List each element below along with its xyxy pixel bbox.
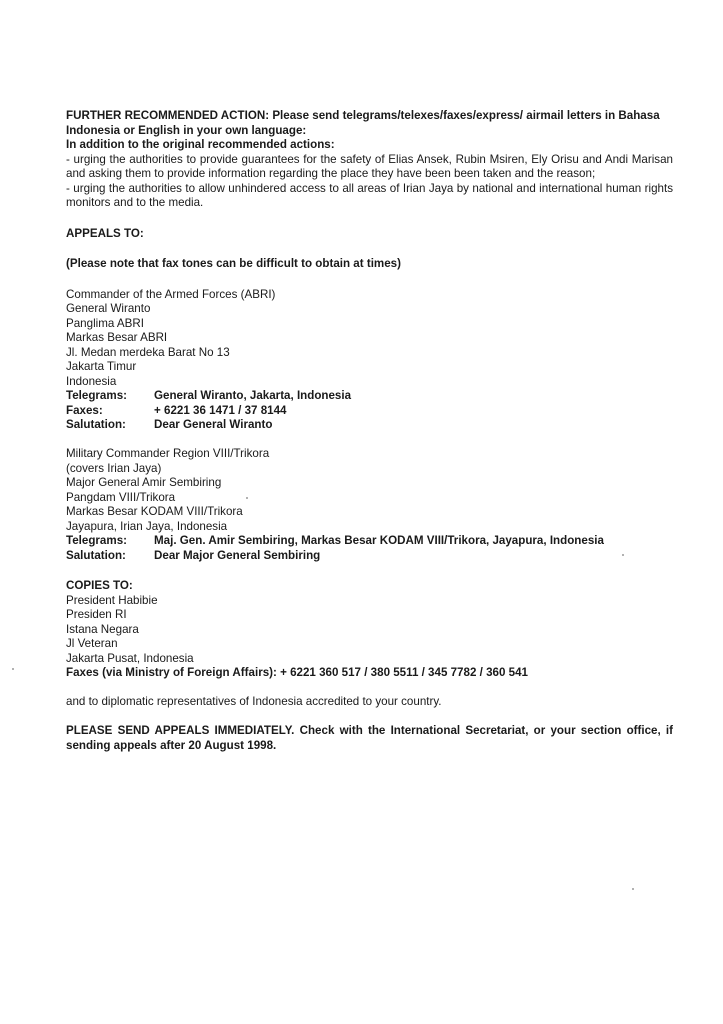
address-line: (covers Irian Jaya): [66, 461, 162, 475]
salutation-label: Salutation:: [66, 418, 126, 431]
diplomatic-note: and to diplomatic representatives of Indonesia accredited to your country.: [66, 695, 442, 708]
address-line: Panglima ABRI: [66, 316, 144, 330]
scan-speck: [12, 668, 14, 670]
address-line: Jl Veteran: [66, 637, 118, 650]
address-line: Markas Besar ABRI: [66, 331, 168, 344]
address-line: Military Commander Region VIII/Trikora: [66, 447, 270, 460]
telegrams-row: [66, 389, 673, 404]
further-action-subheading: In addition to the original recommended actions:: [66, 138, 335, 151]
faxes-row: [66, 404, 673, 419]
address-line: Major General Amir Sembiring: [66, 476, 222, 489]
address-line: Istana Negara: [66, 622, 139, 636]
address-line: President Habibie: [66, 593, 158, 607]
appeals-heading: APPEALS TO:: [66, 226, 144, 240]
address-line: Jakarta Pusat, Indonesia: [66, 651, 194, 665]
closing-lead: PLEASE SEND APPEALS IMMEDIATELY.: [66, 724, 295, 737]
fax-tone-note: (Please note that fax tones can be difficult to obtain at times): [66, 257, 401, 270]
closing-rest: Check with the International Secretariat, or your section office, if sending appeals after 20 August 1998.: [66, 724, 674, 752]
address-line: Pangdam VIII/Trikora: [66, 490, 176, 504]
copies-block: [66, 579, 673, 681]
faxes-label: Faxes:: [66, 403, 103, 417]
telegrams-label: Telegrams:: [66, 534, 127, 547]
address-line: General Wiranto: [66, 302, 151, 315]
address-line: Markas Besar KODAM VIII/Trikora: [66, 505, 243, 518]
closing-paragraph: [66, 724, 673, 753]
salutation-value: Dear Major General Sembiring: [154, 548, 321, 562]
salutation-row: [66, 418, 673, 433]
address-line: Jakarta Timur: [66, 360, 137, 373]
copies-faxes-line: Faxes (via Ministry of Foreign Affairs): + 6221 360 517 / 380 5511 / 345 7782 / 360 541: [66, 666, 528, 679]
address-line: Commander of the Armed Forces (ABRI): [66, 287, 276, 301]
further-action-heading-line1: FURTHER RECOMMENDED ACTION: Please send telegrams/telexes/faxes/express/ airmail letters in Bahasa: [66, 109, 660, 122]
address-line: Jl. Medan merdeka Barat No 13: [66, 345, 230, 359]
telegrams-value: Maj. Gen. Amir Sembiring, Markas Besar KODAM VIII/Trikora, Jayapura, Indonesia: [154, 534, 604, 547]
address-line: Jayapura, Irian Jaya, Indonesia: [66, 519, 228, 533]
address-line: Presiden RI: [66, 608, 127, 621]
salutation-row: [66, 549, 673, 564]
telegrams-value: General Wiranto, Jakarta, Indonesia: [154, 389, 352, 402]
scan-speck: [246, 497, 248, 499]
address-line: Indonesia: [66, 374, 117, 388]
recipient-military-commander-block: [66, 447, 673, 563]
faxes-value: + 6221 36 1471 / 37 8144: [154, 403, 287, 417]
further-action-heading: [66, 109, 673, 138]
copies-heading: COPIES TO:: [66, 579, 133, 592]
action-bullet-safety: - urging the authorities to provide guarantees for the safety of Elias Ansek, Rubin Msiren, Ely Orisu and Andi Marisan and asking them to provide information regarding the place they have been been taken and the reason;: [66, 152, 673, 180]
telegrams-label: Telegrams:: [66, 389, 127, 402]
scan-speck: [622, 554, 624, 556]
action-bullet-access: - urging the authorities to allow unhindered access to all areas of Irian Jaya by national and international human rights monitors and to the media.: [66, 181, 673, 209]
recipient-commander-block: [66, 288, 673, 433]
salutation-value: Dear General Wiranto: [154, 418, 273, 431]
telegrams-row: [66, 534, 673, 549]
further-action-heading-line2: Indonesia or English in your own language:: [66, 123, 307, 137]
salutation-label: Salutation:: [66, 548, 126, 562]
document-page: [66, 109, 673, 753]
scan-speck: [632, 888, 634, 890]
